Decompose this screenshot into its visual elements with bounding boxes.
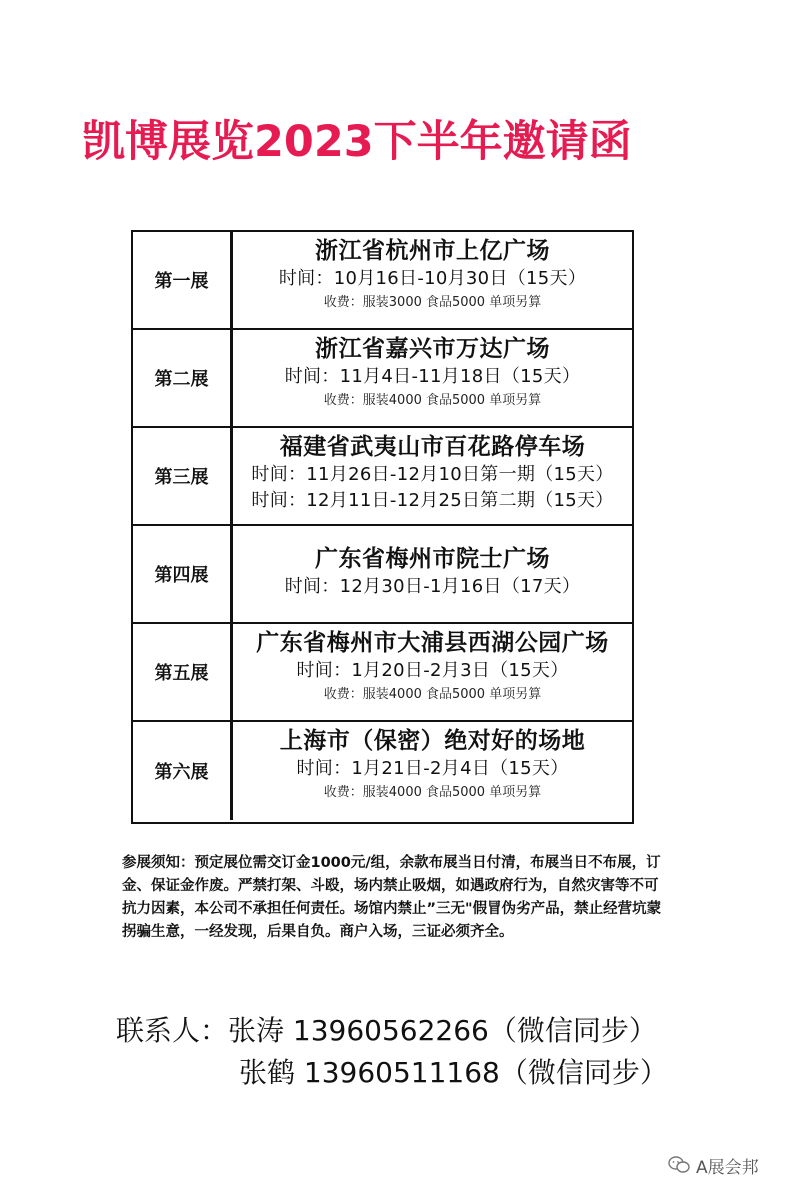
exhibition-time: 时间：1月21日-2月4日（15天） (296, 758, 569, 779)
contact-line-2: 张鹤 13960511168（微信同步） (239, 1056, 668, 1089)
exhibition-time: 时间：12月11日-12月25日第二期（15天） (251, 490, 614, 511)
exhibition-venue: 上海市（保密）绝对好的场地 (279, 728, 586, 754)
exhibition-fee: 收费：服装3000 食品5000 单项另算 (323, 295, 542, 310)
exhibition-details (233, 624, 632, 720)
exhibition-row-5 (133, 624, 632, 722)
exhibition-row-3 (133, 428, 632, 526)
exhibition-label: 第三展 (133, 428, 233, 524)
exhibition-venue: 广东省梅州市大浦县西湖公园广场 (256, 630, 609, 656)
wechat-icon (668, 1155, 690, 1175)
exhibition-row-6 (133, 722, 632, 820)
exhibition-schedule-table (131, 230, 634, 824)
exhibition-venue: 浙江省嘉兴市万达广场 (315, 336, 550, 362)
contact-line-1: 联系人：张涛 13960562266（微信同步） (116, 1014, 657, 1047)
exhibition-details (233, 722, 632, 820)
exhibition-fee: 收费：服装4000 食品5000 单项另算 (323, 785, 542, 800)
exhibition-time: 时间：11月4日-11月18日（15天） (284, 366, 581, 387)
exhibition-time: 时间：1月20日-2月3日（15天） (296, 660, 569, 681)
exhibition-label: 第五展 (133, 624, 233, 720)
exhibition-time: 时间：11月26日-12月10日第一期（15天） (251, 464, 614, 485)
exhibition-row-1 (133, 232, 632, 330)
exhibition-details (233, 526, 632, 622)
exhibition-venue: 广东省梅州市院士广场 (315, 546, 550, 572)
exhibition-label: 第二展 (133, 330, 233, 426)
exhibition-row-4 (133, 526, 632, 624)
exhibition-row-2 (133, 330, 632, 428)
watermark-text: A展会邦 (696, 1157, 759, 1178)
exhibition-time: 时间：12月30日-1月16日（17天） (284, 576, 581, 597)
exhibition-label: 第一展 (133, 232, 233, 328)
exhibition-venue: 福建省武夷山市百花路停车场 (279, 434, 586, 460)
exhibition-fee: 收费：服装4000 食品5000 单项另算 (323, 687, 542, 702)
exhibition-label: 第六展 (133, 722, 233, 820)
exhibition-details (233, 330, 632, 426)
contact-block (116, 1010, 756, 1094)
exhibition-label: 第四展 (133, 526, 233, 622)
watermark (668, 1150, 798, 1180)
exhibition-details (233, 232, 632, 328)
page-title: 凯博展览2023下半年邀请函 (82, 117, 632, 167)
exhibitor-notice: 参展须知：预定展位需交订金1000元/组，余款布展当日付清，布展当日不布展，订金、保证金作废。严禁打架、斗殴，场内禁止吸烟，如遇政府行为，自然灾害等不可抗力因素，本公司不承担任何责任。场馆内禁止”三无"假冒伪劣产品，禁止经营坑蒙拐骗生意，一经发现，后果自负。商户入场，三证必须齐全。 (122, 855, 662, 940)
exhibition-venue: 浙江省杭州市上亿广场 (315, 238, 550, 264)
exhibition-fee: 收费：服装4000 食品5000 单项另算 (323, 393, 542, 408)
exhibition-details (233, 428, 632, 524)
exhibition-time: 时间：10月16日-10月30日（15天） (278, 268, 587, 289)
